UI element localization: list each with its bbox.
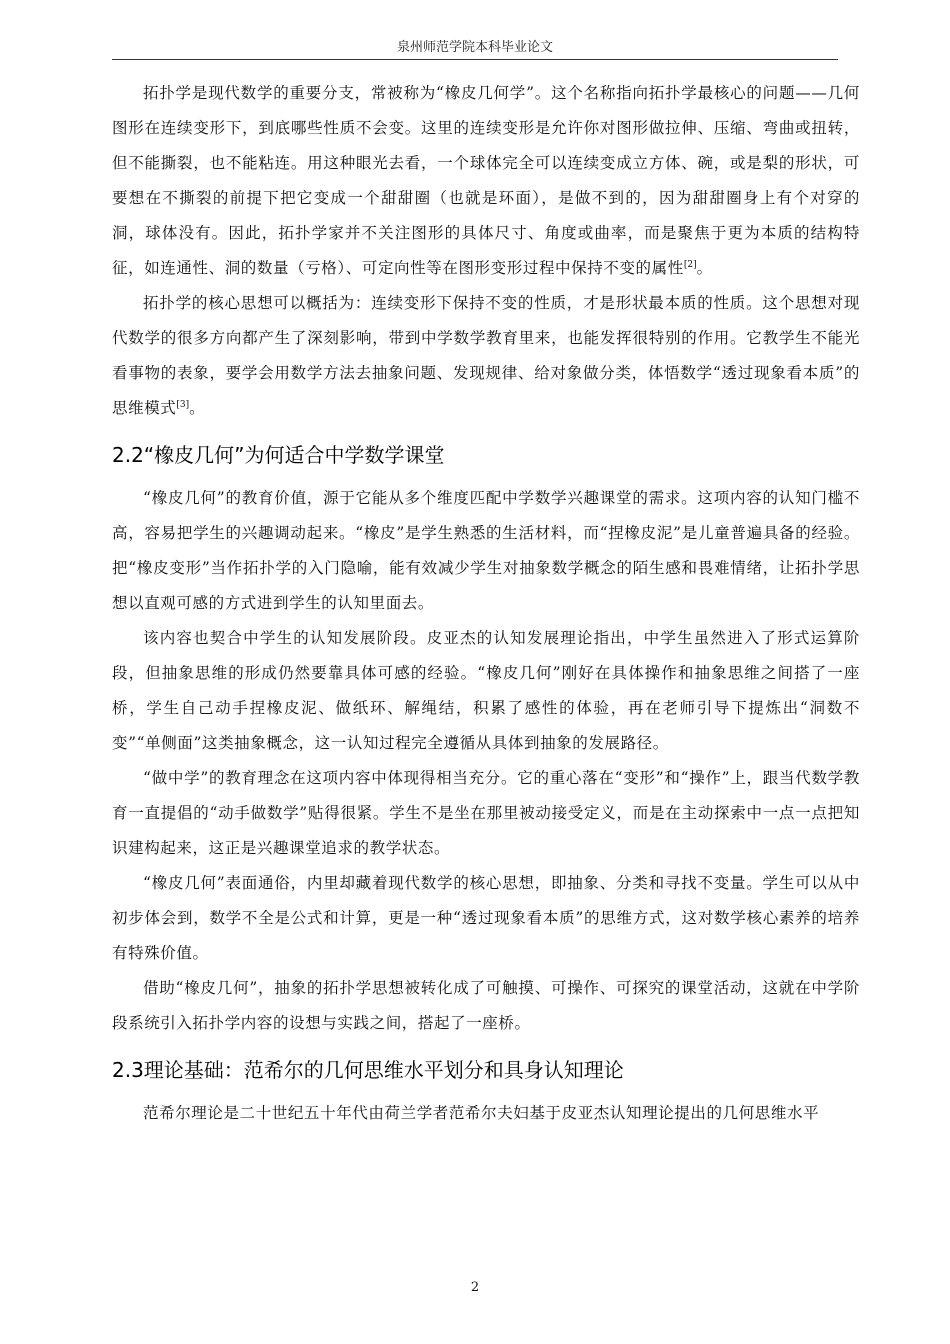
paragraph-tail: 。 (189, 399, 206, 417)
body-paragraph: 该内容也契合中学生的认知发展阶段。皮亚杰的认知发展理论指出，中学生虽然进入了形式运算阶段，但抽象思维的形成仍然要靠具体可感的经验。“橡皮几何”刚好在具体操作和抽象思维之间搭了一座桥，学生自己动手捏橡皮泥、做纸环、解绳结，积累了感性的体验，再在老师引导下提炼出“洞数不变”“单侧面”这类抽象概念，这一认知过程完全遵循从具体到抽象的发展路径。 (112, 629, 860, 752)
paragraph-tail: 。 (696, 259, 713, 277)
section-heading: 2.3理论基础：范希尔的几何思维水平划分和具身认知理论 (112, 1058, 624, 1082)
body-paragraph (112, 286, 860, 426)
body-content (112, 76, 860, 1131)
paragraph-text: 拓扑学是现代数学的重要分支，常被称为“橡皮几何学”。这个名称指向拓扑学最核心的问题——几何图形在连续变形下，到底哪些性质不会变。这里的连续变形是允许你对图形做拉伸、压缩、弯曲或扭转，但不能撕裂，也不能粘连。用这种眼光去看，一个球体完全可以连续变成立方体、碗，或是梨的形状，可要想在不撕裂的前提下把它变成一个甜甜圈（也就是环面），是做不到的，因为甜甜圈身上有个对穿的洞，球体没有。因此，拓扑学家并不关注图形的具体尺寸、角度或曲率，而是聚焦于更为本质的结构特征，如连通性、洞的数量（亏格）、可定向性等在图形变形过程中保持不变的属性 (112, 84, 860, 277)
body-paragraph: 范希尔理论是二十世纪五十年代由荷兰学者范希尔夫妇基于皮亚杰认知理论提出的几何思维水平 (143, 1104, 820, 1122)
citation-marker[interactable]: [3] (176, 399, 190, 410)
page-number: 2 (470, 1280, 480, 1295)
body-paragraph: “橡皮几何”的教育价值，源于它能从多个维度匹配中学数学兴趣课堂的需求。这项内容的认知门槛不高，容易把学生的兴趣调动起来。“橡皮”是学生熟悉的生活材料，而“捏橡皮泥”是儿童普遍具备的经验。把“橡皮变形”当作拓扑学的入门隐喻，能有效减少学生对抽象数学概念的陌生感和畏难情绪，让拓扑学思想以直观可感的方式进到学生的认知里面去。 (112, 489, 860, 612)
body-paragraph: “橡皮几何”表面通俗，内里却藏着现代数学的核心思想，即抽象、分类和寻找不变量。学生可以从中初步体会到，数学不全是公式和计算，更是一种“透过现象看本质”的思维方式，这对数学核心素养的培养有特殊价值。 (112, 874, 860, 962)
citation-marker[interactable]: [2] (683, 259, 697, 270)
section-heading: 2.2“橡皮几何”为何适合中学数学课堂 (112, 443, 445, 467)
paragraph-text: 拓扑学的核心思想可以概括为：连续变形下保持不变的性质，才是形状最本质的性质。这个思想对现代数学的很多方向都产生了深刻影响，带到中学数学教育里来，也能发挥很特别的作用。它教学生不能光看事物的表象，要学会用数学方法去抽象问题、发现规律、给对象做分类，体悟数学“透过现象看本质”的思维模式 (112, 294, 860, 417)
body-paragraph: “做中学”的教育理念在这项内容中体现得相当充分。它的重心落在“变形”和“操作”上，跟当代数学教育一直提倡的“动手做数学”贴得很紧。学生不是坐在那里被动接受定义，而是在主动探索中一点一点把知识建构起来，这正是兴趣课堂追求的教学状态。 (112, 769, 860, 857)
body-paragraph: 借助“橡皮几何”，抽象的拓扑学思想被转化成了可触摸、可操作、可探究的课堂活动，这就在中学阶段系统引入拓扑学内容的设想与实践之间，搭起了一座桥。 (112, 979, 860, 1032)
running-header: 泉州师范学院本科毕业论文 (112, 36, 838, 60)
body-paragraph (112, 76, 860, 286)
